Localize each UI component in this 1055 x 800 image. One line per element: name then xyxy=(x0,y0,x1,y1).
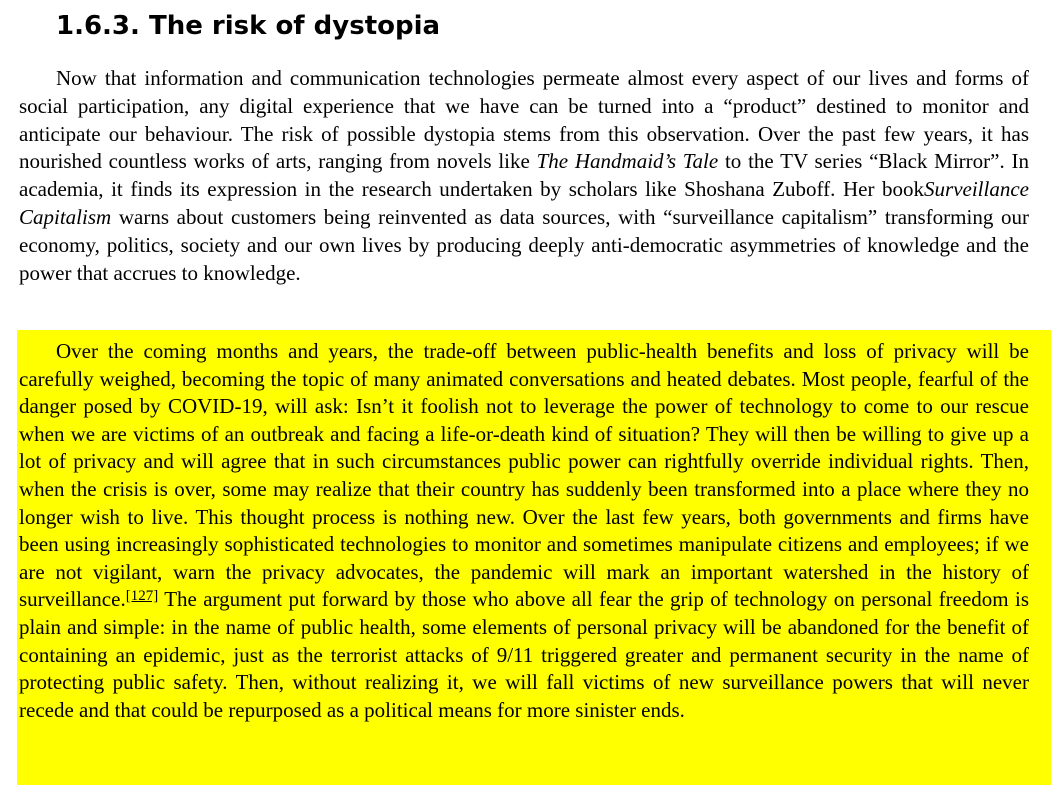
paragraph-dystopia-intro xyxy=(19,65,1029,287)
paragraph-text: Now that information and communication technologies permeate almost every aspect of our lives and forms of social participation, any digital experience that we have can be turned into a “product” destined to monitor and anticipate our behaviour. The risk of possible dystopia stems from this observation. Over the past few years, it has nourished countless works of arts, ranging from novels like xyxy=(19,66,1029,174)
paragraph-text: warns about customers being reinvented as data sources, with “surveillance capitalism” transforming our economy, politics, society and our own lives by producing deeply anti-democratic asymmetries of knowledge and the power that accrues to knowledge. xyxy=(19,204,1029,285)
book-title-handmaids-tale: The Handmaid’s Tale xyxy=(536,149,719,174)
paragraph-text: Over the coming months and years, the trade-off between public-health benefits and loss of privacy will be carefully weighed, becoming the topic of many animated conversations and heated debates. Most people, fearful of the danger posed by COVID-19, will ask: Isn’t it foolish not to leverage the power of technology to come to our rescue when we are victims of an outbreak and facing a life-or-death kind of situation? They will then be willing to give up a lot of privacy and will agree that in such circumstances public power can rightfully override individual rights. Then, when the crisis is over, some may realize that their country has suddenly been transformed into a place where they no longer wish to live. This thought process is nothing new. Over the last few years, both governments and firms have been using increasingly sophisticated technologies to monitor and sometimes manipulate citizens and employees; if we are not vigilant, warn the privacy advocates, the pandemic will mark an important watershed in the history of surveillance. xyxy=(19,339,1029,612)
book-title-surveillance-capitalism: Surveillance Capitalism xyxy=(19,177,1029,229)
paragraph-text: to the TV series “Black Mirror”. In academia, it finds its expression in the research undertaken by scholars like Shoshana Zuboff. Her book xyxy=(19,149,1029,202)
paragraph-text: The argument put forward by those who above all fear the grip of technology on personal freedom is plain and simple: in the name of public health, some elements of personal privacy will be abandoned for the benefit of containing an epidemic, just as the terrorist attacks of 9/11 triggered greater and permanent security in the name of protecting public safety. Then, without realizing it, we will fall victims of new surveillance powers that will never recede and that could be repurposed as a political means for more sinister ends. xyxy=(19,587,1029,722)
section-heading: 1.6.3. The risk of dystopia xyxy=(56,11,441,41)
footnote-reference-link[interactable]: [127] xyxy=(125,588,159,605)
paragraph-privacy-tradeoff-highlighted xyxy=(19,338,1029,724)
